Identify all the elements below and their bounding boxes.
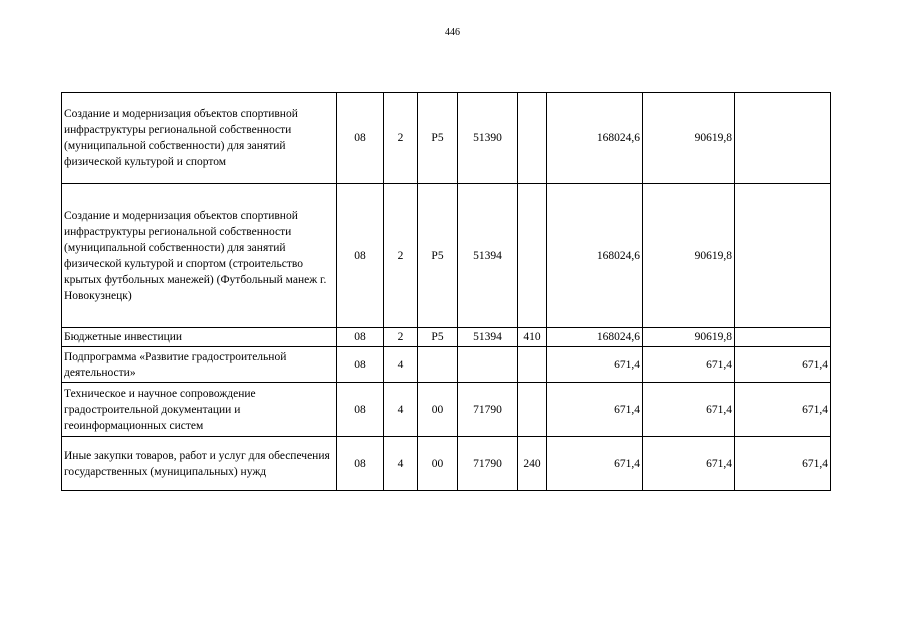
amount-1: 168024,6 bbox=[547, 93, 643, 184]
row-name: Создание и модернизация объектов спортивной инфраструктуры региональной собственности (муниципальной собственности) для занятий физической культурой и спортом bbox=[62, 93, 337, 184]
table-row bbox=[62, 347, 831, 383]
row-name: Подпрограмма «Развитие градостроительной деятельности» bbox=[62, 347, 337, 383]
subsection-code: 2 bbox=[384, 184, 418, 328]
subsection-code: 4 bbox=[384, 383, 418, 437]
section-code: 08 bbox=[337, 347, 384, 383]
subsection-code: 2 bbox=[384, 328, 418, 347]
table-row bbox=[62, 184, 831, 328]
amount-3 bbox=[735, 93, 831, 184]
row-name: Бюджетные инвестиции bbox=[62, 328, 337, 347]
target-code: 71790 bbox=[458, 437, 518, 491]
table-row bbox=[62, 437, 831, 491]
target-code: 51390 bbox=[458, 93, 518, 184]
expense-type: 410 bbox=[518, 328, 547, 347]
row-name: Иные закупки товаров, работ и услуг для обеспечения государственных (муниципальных) нужд bbox=[62, 437, 337, 491]
section-code: 08 bbox=[337, 383, 384, 437]
program-code: 00 bbox=[418, 383, 458, 437]
section-code: 08 bbox=[337, 184, 384, 328]
amount-1: 671,4 bbox=[547, 383, 643, 437]
amount-2: 671,4 bbox=[643, 383, 735, 437]
amount-3: 671,4 bbox=[735, 383, 831, 437]
program-code: P5 bbox=[418, 93, 458, 184]
amount-3: 671,4 bbox=[735, 347, 831, 383]
amount-3 bbox=[735, 184, 831, 328]
row-name: Создание и модернизация объектов спортивной инфраструктуры региональной собственности (муниципальной собственности) для занятий физической культурой и спортом (строительство крытых футбольных манежей) (Футбольный манеж г. Новокузнецк) bbox=[62, 184, 337, 328]
expense-type bbox=[518, 184, 547, 328]
amount-2: 671,4 bbox=[643, 437, 735, 491]
amount-1: 671,4 bbox=[547, 347, 643, 383]
amount-1: 168024,6 bbox=[547, 184, 643, 328]
program-code bbox=[418, 347, 458, 383]
target-code bbox=[458, 347, 518, 383]
amount-3 bbox=[735, 328, 831, 347]
program-code: P5 bbox=[418, 184, 458, 328]
amount-1: 671,4 bbox=[547, 437, 643, 491]
subsection-code: 4 bbox=[384, 437, 418, 491]
amount-3: 671,4 bbox=[735, 437, 831, 491]
target-code: 51394 bbox=[458, 184, 518, 328]
program-code: 00 bbox=[418, 437, 458, 491]
amount-2: 90619,8 bbox=[643, 184, 735, 328]
expense-type bbox=[518, 383, 547, 437]
target-code: 51394 bbox=[458, 328, 518, 347]
target-code: 71790 bbox=[458, 383, 518, 437]
amount-2: 90619,8 bbox=[643, 93, 735, 184]
section-code: 08 bbox=[337, 93, 384, 184]
amount-1: 168024,6 bbox=[547, 328, 643, 347]
expense-type bbox=[518, 93, 547, 184]
section-code: 08 bbox=[337, 328, 384, 347]
table-row bbox=[62, 93, 831, 184]
table-row bbox=[62, 328, 831, 347]
subsection-code: 2 bbox=[384, 93, 418, 184]
subsection-code: 4 bbox=[384, 347, 418, 383]
section-code: 08 bbox=[337, 437, 384, 491]
row-name: Техническое и научное сопровождение градостроительной документации и геоинформационных систем bbox=[62, 383, 337, 437]
program-code: P5 bbox=[418, 328, 458, 347]
table-row bbox=[62, 383, 831, 437]
budget-table bbox=[61, 92, 831, 491]
amount-2: 90619,8 bbox=[643, 328, 735, 347]
page-number: 446 bbox=[445, 27, 460, 38]
expense-type bbox=[518, 347, 547, 383]
amount-2: 671,4 bbox=[643, 347, 735, 383]
expense-type: 240 bbox=[518, 437, 547, 491]
